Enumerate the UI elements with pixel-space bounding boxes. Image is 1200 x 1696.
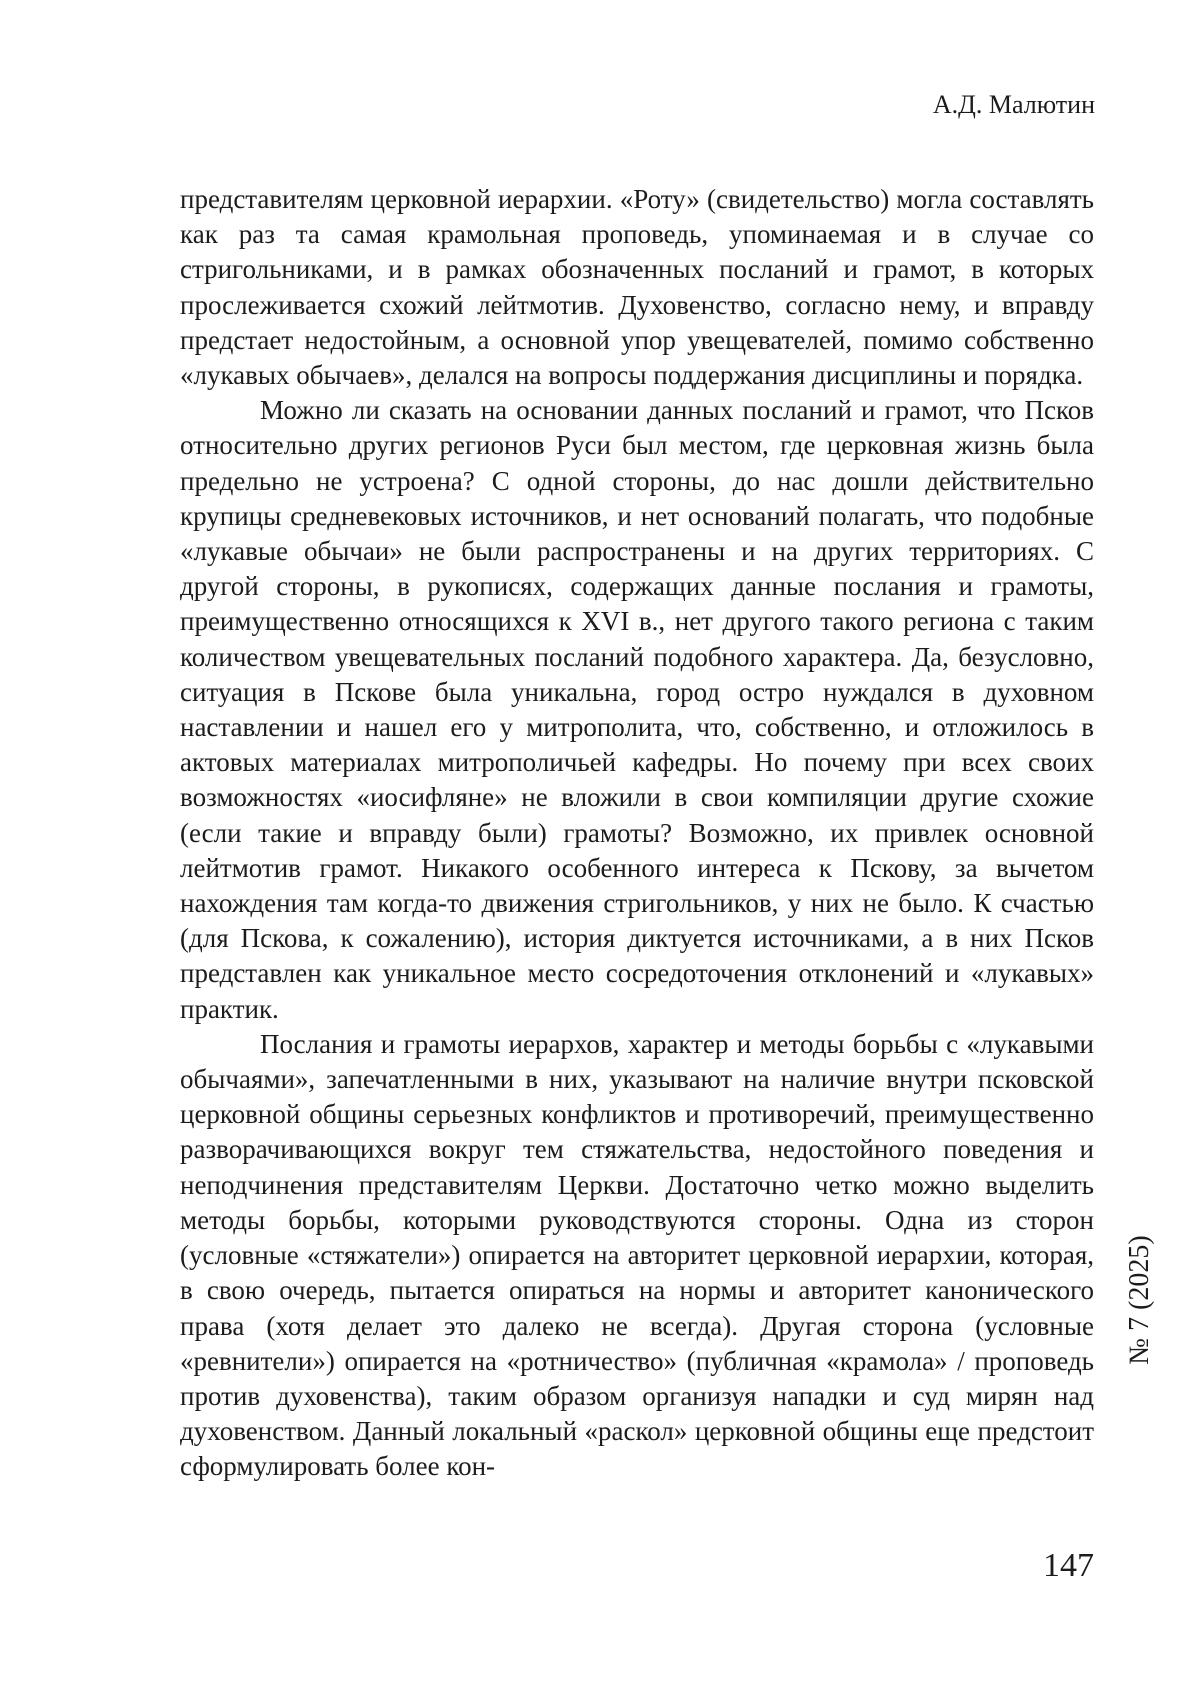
issue-label: № 7 (2025) [1124, 1235, 1155, 1365]
page-number: 147 [1043, 1547, 1094, 1584]
paragraph-2: Можно ли сказать на основании данных посланий и грамот, что Псков относительно других регионов Руси был местом, где церковная жизнь была предельно не устроена? С одной стороны, до нас дошли действительно крупицы средневековых источников, и нет оснований полагать, что подобные «лукавые обычаи» не были распространены и на других территориях. С другой стороны, в рукописях, содержащих данные послания и грамоты, преимущественно относящихся к XVI в., нет другого такого региона с таким количеством увещевательных посланий подобного характера. Да, безусловно, ситуация в Пскове была уникальна, город остро нуждался в духовном наставлении и нашел его у митрополита, что, собственно, и отложилось в актовых материалах митрополичьей кафедры. Но почему при всех своих возможностях «иосифляне» не вложили в свои компиляции другие схожие (если такие и вправду были) грамоты? Возможно, их привлек основной лейтмотив грамот. Никакого особенного интереса к Пскову, за вычетом нахождения там когда-то движения стригольников, у них не было. К счастью (для Пскова, к сожалению), история диктуется источниками, а в них Псков представлен как уникальное место сосредоточения отклонений и «лукавых» практик. [180, 395, 1094, 1024]
body-text [180, 182, 1094, 1485]
running-head-author: А.Д. Малютин [932, 90, 1095, 119]
paragraph-1: представителям церковной иерархии. «Роту» (свидетельство) могла составлять как раз та самая крамольная проповедь, упоминаемая и в случае со стригольниками, и в рамках обозначенных посланий и грамот, в которых прослеживается схожий лейтмотив. Духовенство, согласно нему, и вправду предстает недостойным, а основной упор увещевателей, помимо собственно «лукавых обычаев», делался на вопросы поддержания дисциплины и порядка. [180, 184, 1094, 391]
paragraph-3: Послания и грамоты иерархов, характер и методы борьбы с «лукавыми обычаями», запечатленными в них, указывают на наличие внутри псковской церковной общины серьезных конфликтов и противоречий, преимущественно разворачивающихся вокруг тем стяжательства, недостойного поведения и неподчинения представителям Церкви. Достаточно четко можно выделить методы борьбы, которыми руководствуются стороны. Одна из сторон (условные «стяжатели») опирается на авторитет церковной иерархии, которая, в свою очередь, пытается опираться на нормы и авторитет канонического права (хотя делает это далеко не всегда). Другая сторона (условные «ревнители») опирается на «ротничество» (публичная «крамола» / проповедь против духовенства), таким образом организуя нападки и суд мирян над духовенством. Данный локальный «раскол» церковной общины еще предстоит сформулировать более кон- [180, 1028, 1094, 1482]
